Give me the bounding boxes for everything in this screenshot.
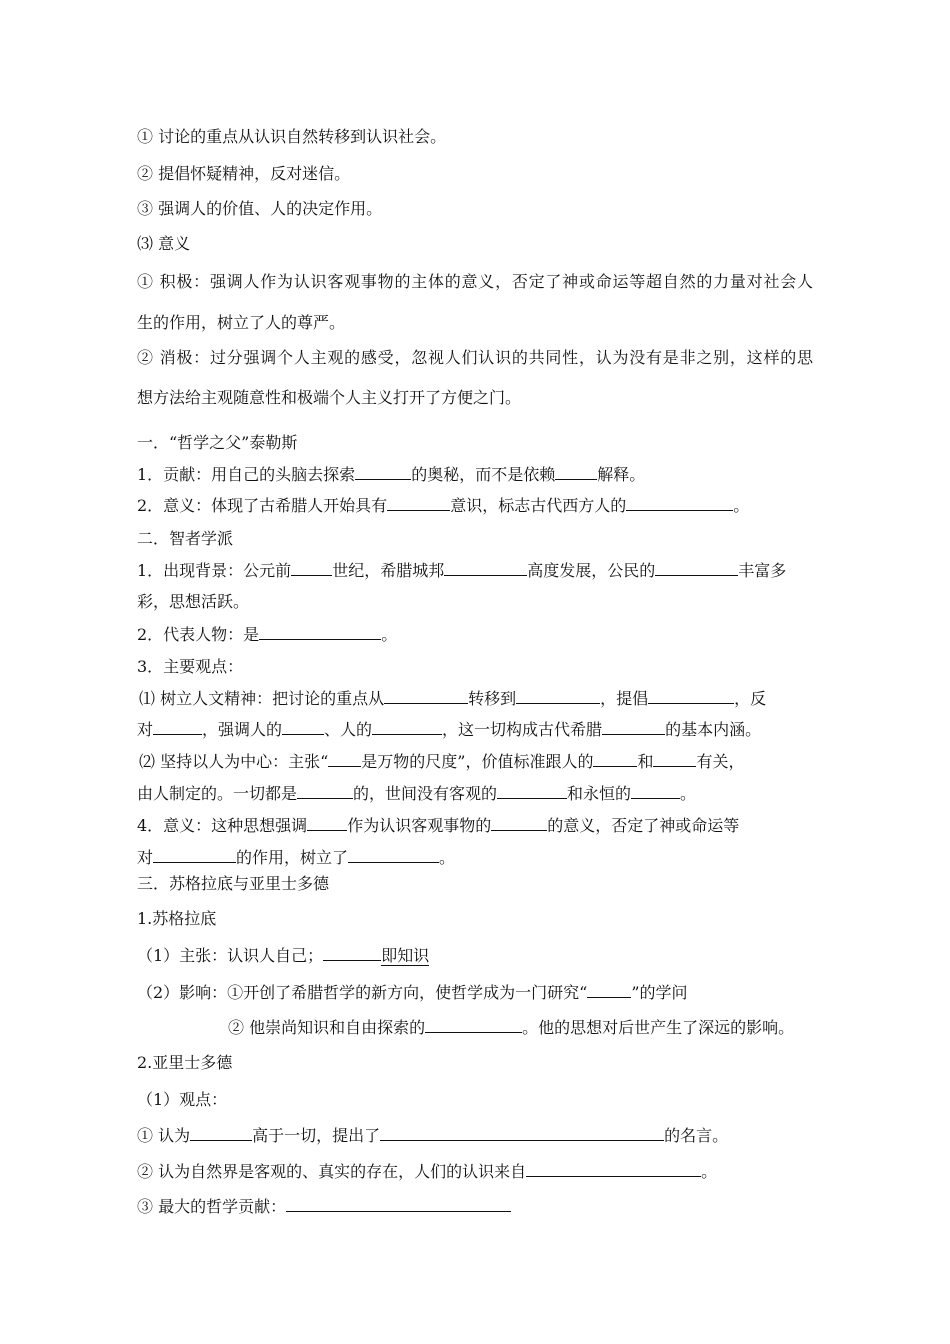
intro-line-7: ② 消极：过分强调个人主观的感受，忽视人们认识的共同性，认为没有是非之别，这样的思 xyxy=(137,348,813,367)
aristotle-view-2: ② 认为自然界是客观的、真实的存在，人们的认识来自 。 xyxy=(137,1162,718,1181)
sophists-significance: 4．意义：这种思想强调 作为认识客观事物的 的意义，否定了神或命运等 xyxy=(137,816,740,835)
intro-line-2: ② 提倡怀疑精神，反对迷信。 xyxy=(137,164,351,183)
sophists-representative: 2．代表人物：是 。 xyxy=(137,625,398,644)
sophists-view-2: ⑵ 坚持以人为中心：主张“ 是万物的尺度”，价值标准跟人的 和 有关， xyxy=(139,752,745,771)
blank[interactable] xyxy=(526,1162,701,1177)
blank[interactable] xyxy=(190,1126,252,1141)
blank[interactable] xyxy=(153,848,236,863)
sophists-view-2-cont: 由人制定的。一切都是 的，世间没有客观的 和永恒的 。 xyxy=(137,784,697,803)
intro-line-5: ① 积极：强调人作为认识客观事物的主体的意义，否定了神或命运等超自然的力量对社会人 xyxy=(137,272,813,291)
sophists-background-cont: 彩，思想活跃。 xyxy=(137,592,250,611)
intro-line-1: ① 讨论的重点从认识自然转移到认识社会。 xyxy=(137,127,447,146)
thales-q2: 2．意义：体现了古希腊人开始具有 意识，标志古代西方人的 。 xyxy=(137,496,750,515)
blank[interactable] xyxy=(653,752,696,767)
blank[interactable] xyxy=(648,689,734,704)
socrates-claim: （1）主张：认识人自己； 即知识 xyxy=(137,946,430,965)
blank[interactable] xyxy=(516,689,600,704)
aristotle-heading: 2.亚里士多德 xyxy=(137,1053,233,1072)
thales-q1: 1．贡献：用自己的头脑去探索 的奥秘，而不是依赖 解释。 xyxy=(137,465,646,484)
aristotle-view-3: ③ 最大的哲学贡献： xyxy=(137,1197,511,1217)
blank[interactable] xyxy=(387,496,450,511)
blank[interactable] xyxy=(297,784,353,799)
intro-line-8: 想方法给主观随意性和极端个人主义打开了方便之门。 xyxy=(137,388,522,407)
blank[interactable] xyxy=(153,720,202,735)
blank[interactable] xyxy=(593,752,637,767)
sophists-view-1-cont: 对 ，强调人的 、人的 ，这一切构成古代希腊 的基本内涵。 xyxy=(137,720,762,739)
blank[interactable] xyxy=(282,720,324,735)
blank[interactable] xyxy=(286,1197,511,1212)
blank[interactable] xyxy=(328,752,361,767)
section-heading-socrates-aristotle: 三．苏格拉底与亚里士多德 xyxy=(137,874,330,893)
blank[interactable] xyxy=(655,561,738,576)
blank[interactable] xyxy=(587,983,631,998)
intro-line-4: ⑶ 意义 xyxy=(137,234,191,253)
blank[interactable] xyxy=(348,848,439,863)
blank[interactable] xyxy=(384,689,468,704)
blank[interactable] xyxy=(291,561,332,576)
sophists-significance-cont: 对 的作用，树立了 。 xyxy=(137,848,456,867)
socrates-influence-2: ② 他崇尚知识和自由探索的 。他的思想对后世产生了深远的影响。 xyxy=(228,1018,795,1037)
blank[interactable] xyxy=(497,784,567,799)
blank[interactable] xyxy=(626,496,733,511)
blank[interactable] xyxy=(372,720,442,735)
intro-line-6: 生的作用，树立了人的尊严。 xyxy=(137,313,346,332)
blank[interactable] xyxy=(444,561,527,576)
blank[interactable] xyxy=(307,816,347,831)
aristotle-view-1: ① 认为 高于一切，提出了 的名言。 xyxy=(137,1126,729,1145)
blank[interactable] xyxy=(631,784,680,799)
blank[interactable] xyxy=(323,946,381,961)
socrates-heading: 1.苏格拉底 xyxy=(137,909,217,928)
blank[interactable] xyxy=(491,816,547,831)
section-heading-sophists: 二．智者学派 xyxy=(137,529,234,548)
aristotle-views-heading: （1）观点： xyxy=(137,1090,228,1109)
sophists-background: 1．出现背景：公元前 世纪，希腊城邦 高度发展，公民的 丰富多 xyxy=(137,561,787,580)
blank[interactable] xyxy=(259,625,381,640)
blank[interactable] xyxy=(602,720,665,735)
blank[interactable] xyxy=(380,1126,664,1141)
socrates-influence-1: （2）影响：①开创了希腊哲学的新方向，使哲学成为一门研究“ ”的学问 xyxy=(137,983,688,1002)
sophists-views-heading: 3．主要观点： xyxy=(137,657,244,676)
section-heading-thales: 一．“哲学之父”泰勒斯 xyxy=(137,433,298,452)
blank[interactable] xyxy=(355,465,411,480)
blank[interactable] xyxy=(425,1018,522,1033)
blank[interactable] xyxy=(555,465,597,480)
sophists-view-1: ⑴ 树立人文精神：把讨论的重点从 转移到 ，提倡 ，反 xyxy=(139,689,767,708)
intro-line-3: ③ 强调人的价值、人的决定作用。 xyxy=(137,199,383,218)
